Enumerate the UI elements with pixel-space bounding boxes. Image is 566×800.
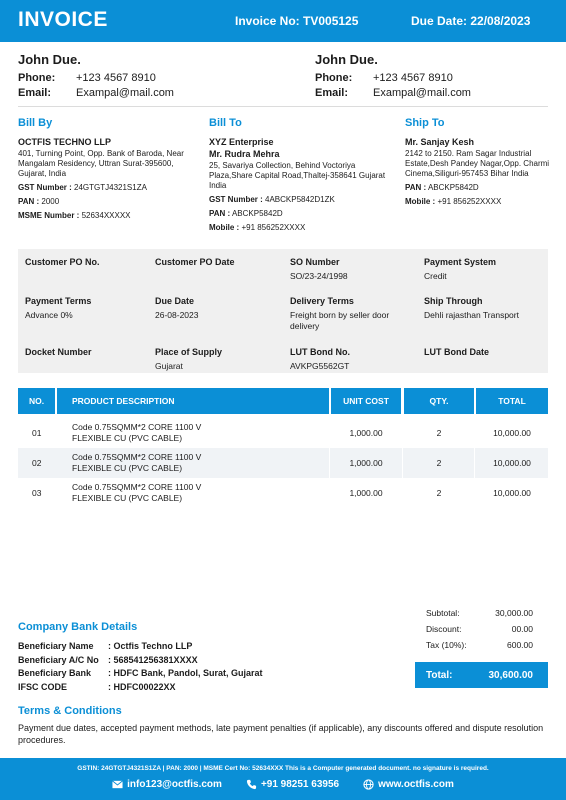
bank-label: Beneficiary A/C No	[18, 654, 99, 665]
bank-label: Beneficiary Bank	[18, 668, 92, 678]
payment-terms-value: Advance 0%	[25, 310, 73, 320]
th-description: PRODUCT DESCRIPTION	[57, 388, 329, 414]
bill-by-pan-label: PAN :	[18, 197, 40, 206]
row-unit-cost: 1,000.00	[349, 458, 383, 468]
row-description: Code 0.75SQMM*2 CORE 1100 V FLEXIBLE CU (PVC CABLE)	[72, 452, 202, 473]
row-total: 10,000.00	[493, 458, 531, 468]
bill-to-address: 25, Savariya Collection, Behind Voctoriya Plaza,Share Capital Road,Thaltej-358641 Gujarat India	[209, 161, 386, 190]
to-email-label: Email:	[315, 87, 349, 99]
ship-to-mobile: +91 856252XXXX	[435, 197, 502, 206]
th-qty: QTY.	[404, 388, 474, 414]
phone-icon	[246, 779, 257, 790]
bank-label: Beneficiary Name	[18, 641, 94, 651]
lut-bond-date-label: LUT Bond Date	[424, 347, 489, 357]
lut-bond-no	[290, 347, 350, 372]
row-description: Code 0.75SQMM*2 CORE 1100 V FLEXIBLE CU (PVC CABLE)	[72, 482, 202, 503]
bill-by-heading: Bill By	[18, 117, 53, 129]
place-of-supply-label: Place of Supply	[155, 347, 223, 357]
bank-details	[18, 621, 263, 694]
footer-website[interactable]	[363, 779, 454, 790]
po-due-date	[155, 296, 198, 321]
bill-by-gst-label: GST Number :	[18, 183, 72, 192]
bill-to-company: XYZ Enterprise	[209, 137, 274, 147]
customer-po-date	[155, 257, 235, 271]
bank-heading: Company Bank Details	[18, 621, 138, 633]
order-details-panel	[18, 249, 548, 373]
payment-system-label: Payment System	[424, 257, 497, 267]
bill-by-section	[18, 118, 193, 221]
bill-by-gst: 24GTGTJ4321S1ZA	[71, 183, 147, 192]
from-phone-label: Phone:	[18, 72, 56, 84]
ship-through-label: Ship Through	[424, 296, 483, 306]
th-unit-cost: UNIT COST	[331, 388, 401, 414]
ship-to-pan: ABCKP5842D	[426, 183, 479, 192]
mail-icon	[112, 779, 123, 790]
footer-email[interactable]	[112, 779, 222, 790]
row-no: 01	[32, 428, 42, 438]
ship-to-pan-label: PAN :	[405, 183, 427, 192]
lut-bond-no-label: LUT Bond No.	[290, 347, 350, 357]
row-no: 02	[32, 458, 42, 468]
ship-to-address: 2142 to 2150. Ram Sagar Industrial Estate,Desh Pandey Nagar,Opp. Charmi Cinema,Siliguri-957453 Bihar India	[405, 149, 550, 178]
invoice-due-date: Due Date: 22/08/2023	[411, 14, 531, 28]
docket-number	[25, 347, 92, 361]
ship-to-heading: Ship To	[405, 117, 445, 129]
subtotal-value: 30,000.00	[495, 608, 533, 618]
th-no: NO.	[18, 388, 55, 414]
invoice-title: INVOICE	[18, 8, 108, 31]
discount-value: 00.00	[511, 624, 533, 634]
to-phone: +123 4567 8910	[373, 72, 453, 84]
ship-through-value: Dehli rajasthan Transport	[424, 310, 519, 320]
bill-to-gst-label: GST Number :	[209, 195, 263, 204]
to-contact	[315, 52, 471, 100]
terms-heading: Terms & Conditions	[18, 705, 122, 717]
bill-to-section	[209, 118, 389, 233]
total-value: 30,600.00	[488, 670, 533, 681]
terms-section	[18, 705, 548, 746]
to-phone-label: Phone:	[315, 72, 353, 84]
bill-by-msme-label: MSME Number :	[18, 211, 80, 220]
bill-to-gst: 4ABCKP5842D1ZK	[262, 195, 335, 204]
footer-notice: GSTIN: 24GTGTJ4321S1ZA | PAN: 2000 | MSME Cert No: 52634XXX This is a Computer generated document. no signature is required.	[77, 765, 489, 772]
bank-label: IFSC CODE	[18, 681, 68, 692]
payment-terms	[25, 296, 91, 321]
items-table	[18, 388, 548, 508]
bill-to-pan: ABCKP5842D	[230, 209, 283, 218]
bill-to-mobile-label: Mobile :	[209, 223, 240, 232]
subtotal-label: Subtotal:	[426, 608, 460, 618]
table-row	[18, 478, 548, 508]
tax-value: 600.00	[507, 640, 533, 650]
bank-value: : HDFC00022XX	[108, 681, 176, 692]
row-no: 03	[32, 488, 42, 498]
place-of-supply-value: Gujarat	[155, 361, 183, 371]
to-name: John Due.	[315, 52, 378, 67]
tax-label: Tax (10%):	[426, 640, 467, 650]
discount-label: Discount:	[426, 624, 462, 634]
payment-system	[424, 257, 496, 282]
bank-value: : HDFC Bank, Pandol, Surat, Gujarat	[108, 668, 263, 678]
row-description: Code 0.75SQMM*2 CORE 1100 V FLEXIBLE CU (PVC CABLE)	[72, 422, 202, 443]
customer-po-date-label: Customer PO Date	[155, 257, 235, 267]
invoice-number: Invoice No: TV005125	[235, 14, 359, 28]
table-row	[18, 448, 548, 478]
th-total: TOTAL	[476, 388, 548, 414]
from-contact	[18, 52, 174, 100]
row-qty: 2	[436, 488, 442, 498]
footer-contacts	[0, 779, 566, 790]
ship-to-person: Mr. Sanjay Kesh	[405, 137, 475, 147]
to-email: Exampal@mail.com	[373, 87, 471, 99]
totals-summary	[415, 608, 548, 656]
so-number-label: SO Number	[290, 257, 340, 267]
bill-by-name: OCTFIS TECHNO LLP	[18, 137, 111, 147]
po-due-date-label: Due Date	[155, 296, 195, 306]
so-number-value: SO/23-24/1998	[290, 271, 348, 281]
bank-value: : 568541256381XXXX	[108, 654, 198, 665]
delivery-terms-label: Delivery Terms	[290, 296, 354, 306]
place-of-supply	[155, 347, 222, 372]
delivery-terms-value: Freight born by seller door delivery	[290, 310, 390, 331]
grand-total-box	[415, 662, 548, 688]
table-header	[18, 388, 548, 414]
ship-to-section	[405, 118, 550, 207]
total-label: Total:	[426, 670, 453, 681]
customer-po-no	[25, 257, 100, 271]
row-unit-cost: 1,000.00	[349, 488, 383, 498]
bill-by-address: 401, Turning Point, Opp. Bank of Baroda, Near Mangalam Residency, Uttran Surat-395600, Gujarat, India	[18, 149, 184, 178]
footer-phone-text: +91 98251 63956	[260, 779, 340, 790]
bill-by-pan: 2000	[39, 197, 60, 206]
payment-terms-label: Payment Terms	[25, 296, 92, 306]
bill-by-msme: 52634XXXXX	[79, 211, 131, 220]
footer-website-text: www.octfis.com	[378, 779, 454, 790]
customer-po-no-label: Customer PO No.	[25, 257, 100, 267]
bank-value: : Octfis Techno LLP	[108, 641, 193, 651]
ship-through	[424, 296, 519, 321]
bill-to-mobile: +91 856252XXXX	[239, 223, 306, 232]
table-row	[18, 418, 548, 448]
row-qty: 2	[436, 428, 442, 438]
footer-phone[interactable]	[246, 779, 339, 790]
footer-email-text: info123@octfis.com	[127, 779, 222, 790]
row-total: 10,000.00	[493, 428, 531, 438]
from-phone: +123 4567 8910	[76, 72, 156, 84]
from-email: Exampal@mail.com	[76, 87, 174, 99]
so-number	[290, 257, 348, 282]
po-due-date-value: 26-08-2023	[155, 310, 199, 320]
ship-to-mobile-label: Mobile :	[405, 197, 436, 206]
from-name: John Due.	[18, 52, 81, 67]
row-unit-cost: 1,000.00	[349, 428, 383, 438]
docket-number-label: Docket Number	[25, 347, 92, 357]
payment-system-value: Credit	[424, 271, 447, 281]
from-email-label: Email:	[18, 87, 52, 99]
divider	[18, 106, 548, 107]
terms-text: Payment due dates, accepted payment methods, late payment penalties (if applicable), any discounts offered and dispute resolution procedures.	[18, 723, 544, 745]
delivery-terms	[290, 296, 395, 332]
row-total: 10,000.00	[493, 488, 531, 498]
row-qty: 2	[436, 458, 442, 468]
bill-to-heading: Bill To	[209, 117, 242, 129]
invoice-footer	[0, 758, 566, 800]
globe-icon	[363, 779, 374, 790]
bill-to-pan-label: PAN :	[209, 209, 231, 218]
bill-to-person: Mr. Rudra Mehra	[209, 149, 280, 159]
lut-bond-date	[424, 347, 489, 361]
lut-bond-no-value: AVKPG5562GT	[290, 361, 350, 371]
invoice-header	[0, 0, 566, 42]
